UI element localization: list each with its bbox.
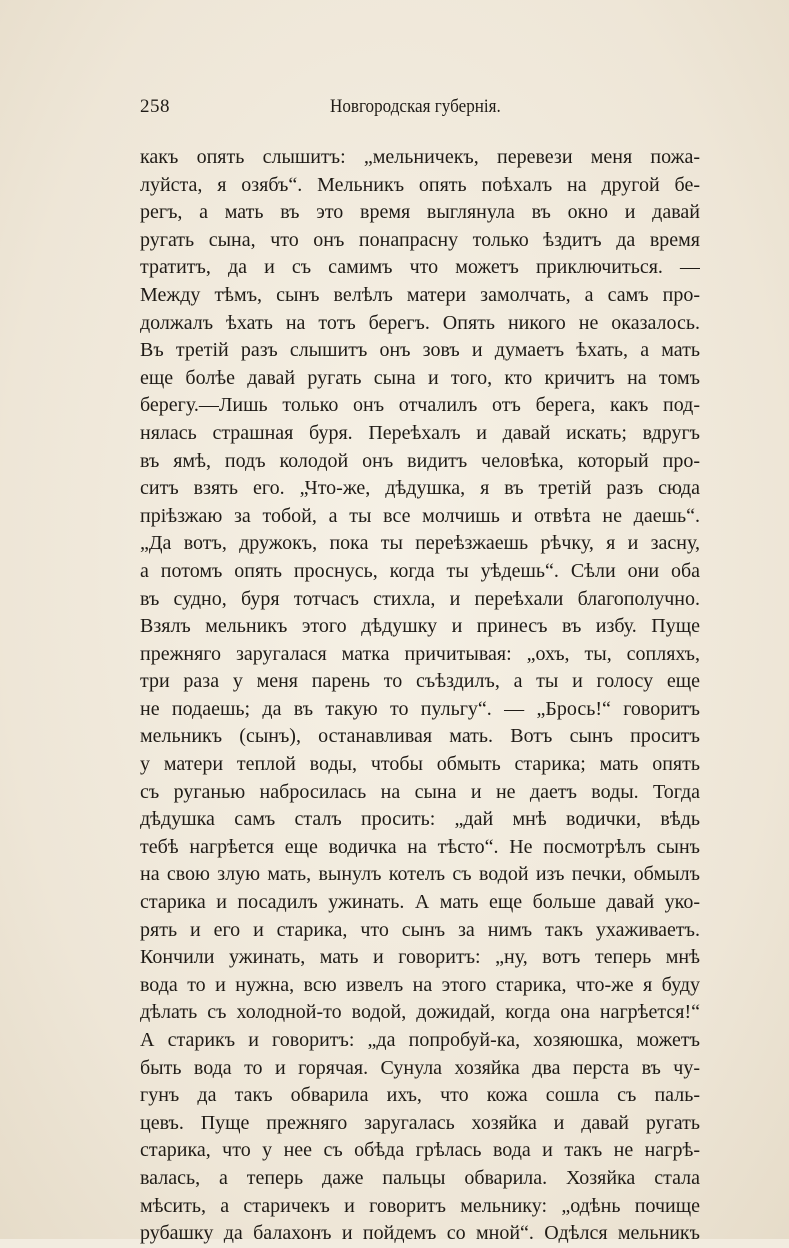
text-line: мельникъ (сынъ), останавливая мать. Вотъ сынъ проситъ: [140, 725, 700, 748]
text-line: быть вода то и горячая. Сунула хозяйка два перста въ чу-: [140, 1056, 700, 1079]
text-line: не подаешь; да въ такую то пульгу“. — „Брось!“ говоритъ: [140, 697, 700, 720]
text-line: рубашку да балахонъ и пойдемъ со мной“. Одѣлся мельникъ: [140, 1222, 700, 1245]
text-line: регъ, а мать въ это время выглянула въ окно и давай: [140, 201, 700, 224]
text-line: Въ третій разъ слышитъ онъ зовъ и думаетъ ѣхать, а мать: [140, 339, 700, 362]
text-line: Взялъ мельникъ этого дѣдушку и принесъ въ избу. Пуще: [140, 615, 700, 638]
text-line: валась, а теперь даже пальцы обварила. Хозяйка стала: [140, 1166, 700, 1189]
text-line: еще болѣе давай ругать сына и того, кто кричитъ на томъ: [140, 366, 700, 389]
text-line: „Да вотъ, дружокъ, пока ты переѣзжаешь рѣчку, я и засну,: [140, 532, 700, 555]
page-header: [140, 96, 700, 126]
text-line: ситъ взять его. „Что-же, дѣдушка, я въ третій разъ сюда: [140, 477, 700, 500]
text-line: рять и его и старика, что сынъ за нимъ такъ ухаживаетъ.: [140, 918, 700, 941]
text-line: А старикъ и говоритъ: „да попробуй-ка, хозяюшка, можетъ: [140, 1029, 700, 1051]
text-line: въ ямѣ, подъ колодой онъ видитъ человѣка, который про-: [140, 449, 700, 472]
text-line: дѣдушка самъ сталъ просить: „дай мнѣ водички, вѣдь: [140, 808, 700, 831]
text-line: пріѣзжаю за тобой, а ты все молчишь и отвѣта не даешь“.: [140, 504, 700, 527]
text-line: вода то и нужна, всю извелъ на этого старика, что-же я буду: [140, 973, 700, 996]
text-line: съ руганью набросилась на сына и не даетъ воды. Тогда: [140, 780, 700, 803]
text-line: старика и посадилъ ужинать. А мать еще больше давай уко-: [140, 891, 700, 914]
text-line: три раза у меня парень то съѣздилъ, а ты и голосу еще: [140, 670, 700, 693]
text-line: какъ опять слышитъ: „мельничекъ, перевези меня пожа-: [140, 146, 700, 168]
text-line: гунъ да такъ обварила ихъ, что кожа сошла съ паль-: [140, 1084, 700, 1107]
running-head: Новгородская губернія.: [330, 96, 501, 117]
text-line: прежняго заругалася матка причитывая: „охъ, ты, сопляхъ,: [140, 642, 700, 665]
text-line: на свою злую мать, вынулъ котелъ съ водой изъ печки, обмылъ: [140, 863, 700, 886]
text-line: цевъ. Пуще прежняго заругалась хозяйка и давай ругать: [140, 1111, 700, 1134]
text-line: старика, что у нее съ обѣда грѣлась вода и такъ не нагрѣ-: [140, 1139, 700, 1162]
text-line: должалъ ѣхать на тотъ берегъ. Опять никого не оказалось.: [140, 311, 700, 334]
text-line: въ судно, буря тотчасъ стихла, и переѣхали благополучно.: [140, 587, 700, 610]
body-text: [140, 144, 700, 1248]
text-line: а потомъ опять проснусь, когда ты уѣдешь“. Сѣли они оба: [140, 559, 700, 582]
text-line: ругать сына, что онъ понапрасну только ѣздитъ да время: [140, 228, 700, 251]
text-line: мѣсить, а старичекъ и говоритъ мельнику: „одѣнь почище: [140, 1194, 700, 1217]
text-line: дѣлать съ холодной-то водой, дожидай, когда она нагрѣется!“: [140, 1001, 700, 1024]
text-line: нялась страшная буря. Переѣхалъ и давай искать; вдругъ: [140, 421, 700, 444]
text-line: луйста, я озябъ“. Мельникъ опять поѣхалъ на другой бе-: [140, 173, 700, 196]
text-line: берегу.—Лишь только онъ отчалилъ отъ берега, какъ под-: [140, 394, 700, 417]
page-number: 258: [140, 96, 170, 117]
text-line: тратитъ, да и съ самимъ что можетъ приключиться. —: [140, 256, 700, 279]
text-line: Между тѣмъ, сынъ велѣлъ матери замолчать, а самъ про-: [140, 283, 700, 306]
text-line: тебѣ нагрѣется еще водичка на тѣсто“. Не посмотрѣлъ сынъ: [140, 835, 700, 858]
text-line: у матери теплой воды, чтобы обмыть старика; мать опять: [140, 753, 700, 776]
text-line: Кончили ужинать, мать и говоритъ: „ну, вотъ теперь мнѣ: [140, 946, 700, 969]
